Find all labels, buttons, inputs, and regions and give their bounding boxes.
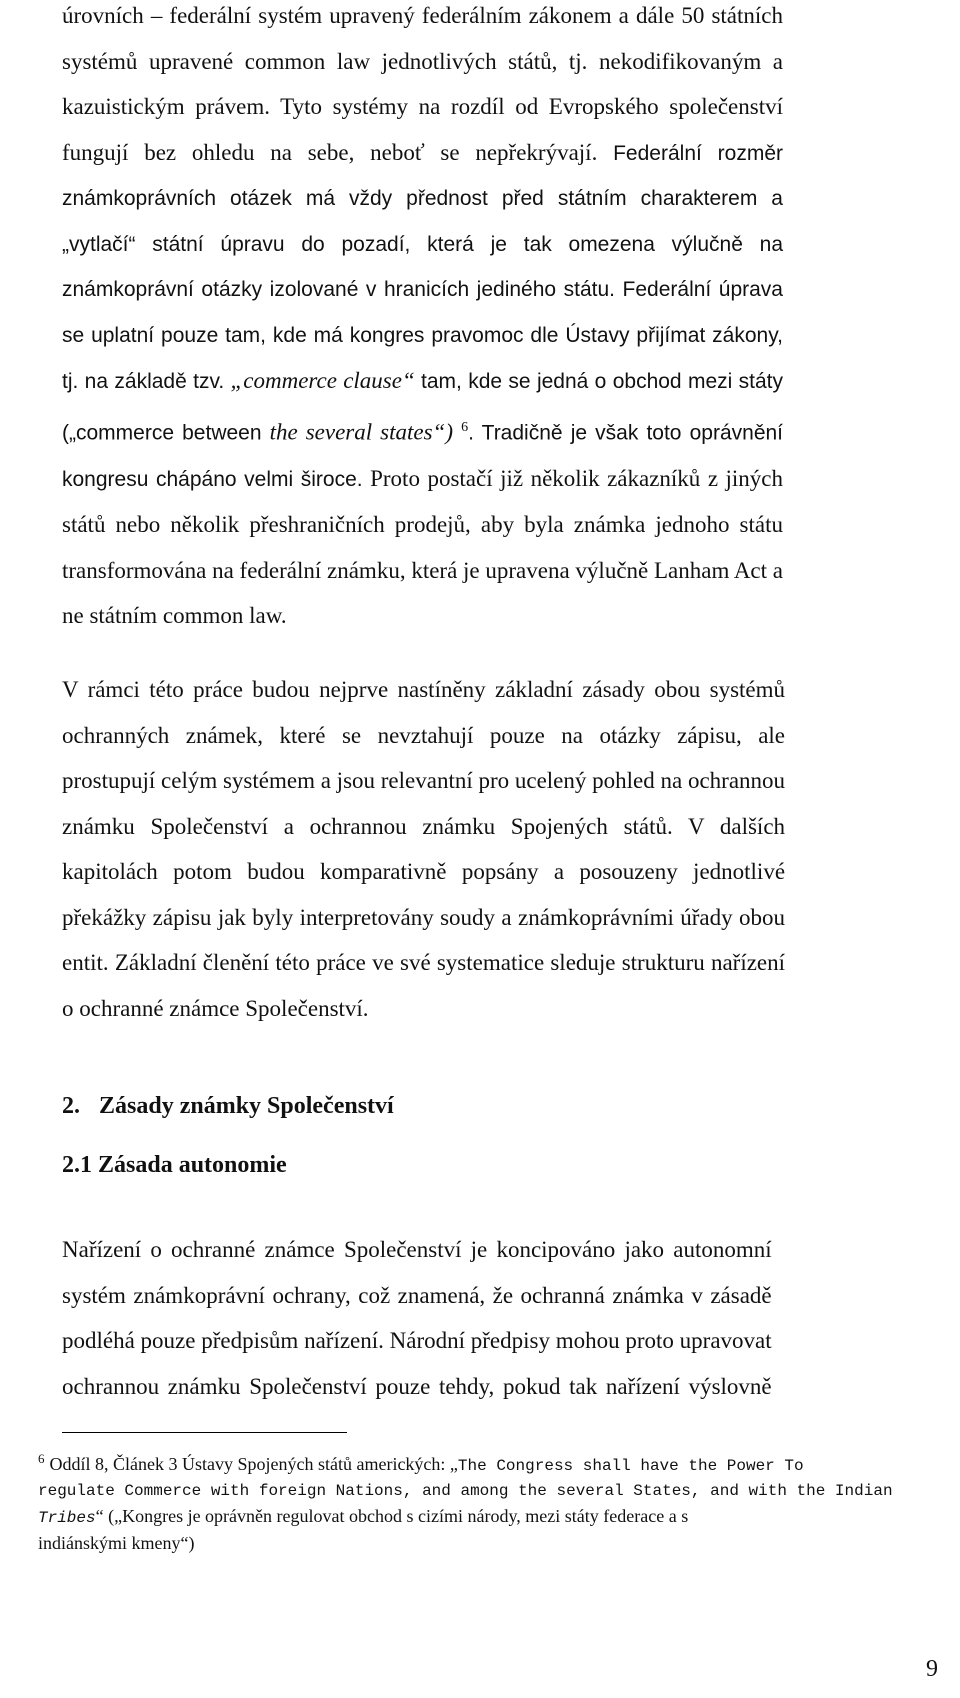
paragraph-federal-system: [62, 0, 783, 639]
text-line: „vytlačí“ státní úpravu do pozadí, která je tak omezena výlučně na: [62, 232, 783, 256]
text-line: tj. na základě tzv. „commerce clause“ tam, kde se jedná o obchod mezi státy: [62, 368, 783, 393]
subsection-heading: 2.1 Zásada autonomie: [62, 1152, 287, 1178]
footnote-line: Tribes“ („Kongres je oprávněn regulovat obchod s cizími národy, mezi státy federace a s: [38, 1506, 689, 1527]
text-line: systém známkoprávní ochrany, což znamená, že ochranná známka v zásadě: [62, 1282, 772, 1308]
paragraph-thesis-overview: [62, 667, 785, 1031]
text-line: kazuistickým právem. Tyto systémy na rozdíl od Evropského společenství: [62, 94, 783, 119]
text-line: ochrannou známku Společenství pouze tehdy, pokud tak nařízení výslovně: [62, 1373, 772, 1399]
page-number: 9: [926, 1656, 938, 1682]
text-line: podléhá pouze předpisům nařízení. Národní předpisy mohou proto upravovat: [62, 1328, 772, 1353]
text-line: o ochranné známce Společenství.: [62, 995, 369, 1021]
text-line: úrovních – federální systém upravený federálním zákonem a dále 50 státních: [62, 3, 783, 28]
footnote-ref: 6: [461, 419, 469, 435]
text-line: („commerce between the several states“) $^6$. Tradičně je však toto oprávnění: [62, 419, 784, 445]
paragraph-autonomy: [62, 1227, 772, 1409]
text-line: se uplatní pouze tam, kde má kongres pravomoc dle Ústavy přijímat zákony,: [62, 323, 783, 347]
text-line: známkoprávních otázek má vždy přednost před státním charakterem a: [62, 187, 783, 210]
text-line: států nebo několik přeshraničních prodejů, aby byla známka jednoho státu: [62, 512, 783, 538]
text-line: známku Společenství a ochrannou známku Spojených států. V dalších: [62, 813, 786, 839]
text-line: kongresu chápáno velmi široce. Proto postačí již několik zákazníků z jiných: [62, 465, 784, 491]
text-line: ochranných známek, které se nevztahují pouze na otázky zápisu, ale: [62, 722, 786, 748]
footnote: [38, 1446, 893, 1556]
text-line: systémů upravené common law jednotlivých států, tj. nekodifikovaným a: [62, 48, 783, 74]
text-line: známkoprávní otázky izolované v hranicích jediného státu. Federální úprava: [62, 278, 783, 301]
text-line: Nařízení o ochranné známce Společenství je koncipováno jako autonomní: [62, 1237, 772, 1262]
footnote-line: regulate Commerce with foreign Nations, and among the several States, and with the Indian: [38, 1482, 893, 1500]
text-line: fungují bez ohledu na sebe, neboť se nepřekrývají. Federální rozměr: [62, 139, 784, 165]
section-heading: 2. Zásady známky Společenství: [62, 1093, 394, 1119]
footnote-separator: [62, 1432, 347, 1433]
text-line: překážky zápisu jak byly interpretovány soudy a známkoprávními úřady obou: [62, 904, 786, 930]
text-line: ne státním common law.: [62, 603, 287, 629]
text-line: V rámci této práce budou nejprve nastíněny základní zásady obou systémů: [62, 677, 786, 702]
text-line: prostupují celým systémem a jsou relevantní pro ucelený pohled na ochrannou: [62, 768, 786, 793]
text-line: entit. Základní členění této práce ve své systematice sleduje strukturu nařízení: [62, 950, 786, 975]
text-line: kapitolách potom budou komparativně popsány a posouzeny jednotlivé: [62, 859, 786, 884]
footnote-number: 6: [38, 1451, 45, 1466]
text-line: transformována na federální známku, která je upravena výlučně Lanham Act a: [62, 557, 783, 583]
footnote-line: $^6$ Oddíl 8, Článek 3 Ústavy Spojených států amerických: „The Congress shall have the Power To: [38, 1451, 804, 1475]
footnote-line: indiánskými kmeny“): [38, 1533, 195, 1553]
